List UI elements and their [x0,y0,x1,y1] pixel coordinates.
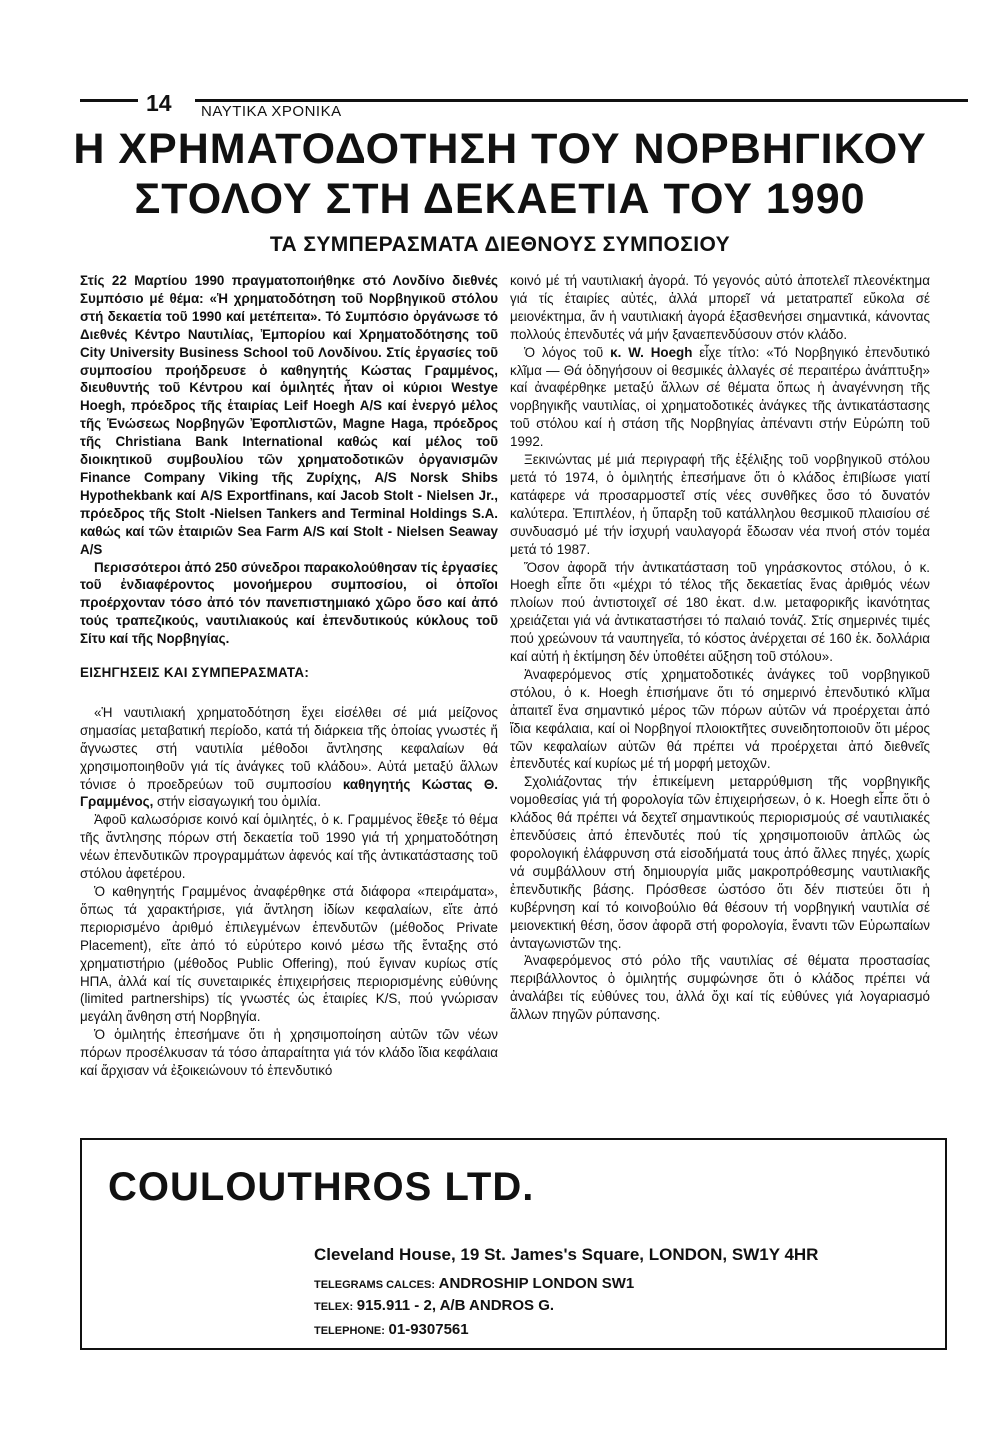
advert-company-name [108,1165,534,1210]
header-rule-right [195,99,968,102]
body-paragraph-1-tail: στήν εἰσαγωγική του ὁμιλία. [153,794,321,810]
advert-telephone-label: TELEPHONE: [314,1325,385,1337]
section-heading: ΕΙΣΗΓΗΣΕΙΣ ΚΑΙ ΣΥΜΠΕΡΑΣΜΑΤΑ: [80,665,310,681]
body-paragraph-2: Ἀφοῦ καλωσόρισε κοινό καί ὁμιλητές, ὁ κ. Γραμμένος ἔθεξε τό θέμα τῆς ἄντλησης πόρων στή δεκαετία τοῦ 1990 γιά τή χρηματοδότηση νέων ἐπενδυτικῶν προγραμμάτων ἀφενός καί τῆς ἀντικατάστασης τοῦ στόλου ἀφετέρου. [80,812,498,882]
advert-telegrams [314,1275,634,1292]
body-paragraph-1 [80,704,498,811]
body-paragraph-1-bold: καθηγητής Κώστας Θ. Γραμμένος, [80,776,498,810]
body-paragraph-4: Ὁ ὁμιλητής ἐπεσήμανε ὅτι ἡ χρησιμοποίηση αὐτῶν τῶν νέων πόρων προσέλκυσαν τά τόσο ἀπαραίτητα γιά τόν κλάδο ἴδια κεφάλαια καί ἄρχισαν νά ἐξοικειώνουν τό ἐπενδυτικό [80,1027,498,1079]
advert-telegrams-value: ANDROSHIP LONDON SW1 [438,1275,635,1292]
page-number: 14 [146,90,172,116]
publication-name: ΝΑΥΤΙΚΑ ΧΡΟΝΙΚΑ [201,103,342,120]
advert-telex-label: TELEX: [314,1301,354,1313]
lead-paragraph-2: Περισσότεροι ἀπό 250 σύνεδροι παρακολούθησαν τίς ἐργασίες τοῦ ἐνδιαφέροντος μονοήμερου συμποσίου, οἱ ὁποῖοι προέρχονταν τόσο ἀπό τόν πανεπιστημιακό χῶρο ὅσο καί ἀπό τούς τραπεζικούς, ναυτιλιακούς καί ἐπενδυτικούς κύκλους τοῦ Σίτυ καί τῆς Νορβηγίας. [80,559,498,647]
advert-telegrams-label: TELEGRAMS CALCES: [314,1279,435,1291]
body-paragraph-10: Σχολιάζοντας τήν ἐπικείμενη μεταρρύθμιση τῆς νορβηγικῆς νομοθεσίας γιά τή φορολογία τῶν ἐπιχειρήσεων, ὁ κ. Hoegh εἶπε ὅτι ὁ κλάδος θά πρέπει νά δεχτεῖ σημαντικούς περιορισμούς σέ ναυτιλιακές ἐπενδύσεις ἀπό ἐπενδυτές πού τίς χρησιμοποιοῦν ἁπλῶς ὡς φορολογική ἐλάφρυνση στά εἰσοδήματά τους ἀπό ἄλλες πηγές, χωρίς νά συμβάλλουν στή δημιουργία μιᾶς μακροπρόθεσμης ναυτιλιακῆς ἐπενδυτικῆς βάσης. Πρόσθεσε ὡστόσο ὅτι δέν πιστεύει ὅτι ἡ κυβέρνηση καί τό κοινοβούλιο θά θέσουν τή νορβηγική ναυτιλία σέ μειονεκτική θέση, ὅσον ἀφορᾶ στή φορολογία, ἔναντι τῶν Εὐρωπαίων ἀνταγωνιστῶν της. [510,774,930,951]
body-paragraph-8: Ὅσον ἀφορᾶ τήν ἀντικατάσταση τοῦ γηράσκοντος στόλου, ὁ κ. Hoegh εἶπε ὅτι «μέχρι τό τέλος τῆς δεκαετίας ἕνας ἀριθμός νέων πλοίων πού ἀντιστοιχεῖ σέ 180 ἑκατ. d.w. μεταφορικῆς ἱκανότητας χρειάζεται γιά νά ἀντικαταστήσει τό παλαιό τονάζ. Στίς σημερινές τιμές πού χρεώνουν τά ναυπηγεῖα, τό κόστος ἀνέρχεται σέ 160 ἑκ. δολλάρια καί αὐτή ἡ ἐκτίμηση δέν ὑποθέτει αὔξηση τοῦ στόλου». [510,559,930,665]
header-rule-left [80,99,138,102]
article-subtitle: ΤΑ ΣΥΜΠΕΡΑΣΜΑΤΑ ΔΙΕΘΝΟΥΣ ΣΥΜΠΟΣΙΟΥ [269,233,731,256]
advert-telex [314,1297,554,1314]
advert-telephone [314,1321,469,1338]
lead-paragraph-1: Στίς 22 Μαρτίου 1990 πραγματοποιήθηκε στό Λονδίνο διεθνές Συμπόσιο μέ θέμα: «Ἡ χρηματοδότηση τοῦ Νορβηγικοῦ στόλου στή δεκαετία τοῦ 1990 καί μετέπειτα». Τό Συμπόσιο ὀργάνωσε τό Διεθνές Κέντρο Ναυτιλίας, Ἐμπορίου καί Χρηματοδότησης τοῦ City University Business School τοῦ Λονδίνου. Στίς ἐργασίες τοῦ συμποσίου προήδρευσε ὁ καθηγητής Κώστας Γραμμένος, διευθυντής τοῦ Κέντρου καί ὁμιλητές ἦταν οἱ κύριοι Westye Hoegh, πρόεδρος τῆς ἑταιρίας Leif Hoegh A/S καί ἐνεργό μέλος τῆς Ἑνώσεως Νορβηγῶν Ἐφοπλιστῶν, Magne Haga, πρόεδρος τῆς Christiana Bank International καθώς καί μέλος τοῦ διοικητικοῦ συμβουλίου τῶν χρηματοδοτικῶν ὀργανισμῶν Finance Company Viking τῆς Ζυρίχης, A/S Norsk Shibs Hypothekbank καί A/S Exportfinans, καί Jacob Stolt - Nielsen Jr., πρόεδρος τῆς Stolt -Nielsen Tankers and Terminal Holdings S.A. καθώς καί τῶν ἑταιριῶν Sea Farm A/S καί Stolt - Nielsen Seaway A/S [80,273,498,557]
article-title-line-1: Η ΧΡΗΜΑΤΟΔΟΤΗΣΗ ΤΟΥ ΝΟΡΒΗΓΙΚΟΥ [73,125,927,173]
body-paragraph-7: Ξεκινώντας μέ μιά περιγραφή τῆς ἐξέλιξης τοῦ νορβηγικοῦ στόλου μετά τό 1974, ὁ ὁμιλητής ἐπεσήμανε ὅτι ὁ κλάδος ἐπιβίωσε γιατί κατάφερε νά προσαρμοστεῖ στίς νέες συνθῆκες ὅσο τό δυνατόν καλύτερα. Ἐπιπλέον, ἡ ὕπαρξη τοῦ κατάλληλου θεσμικοῦ πλαισίου σέ συνδυασμό μέ τήν ἰσχυρή ναυλαγορά ἔδωσαν νέα πνοή στόν τομέα μετά τό 1987. [510,452,930,557]
body-paragraph-6-bold: κ. W. Hoegh [610,344,693,360]
advert-telex-value: 915.911 - 2, A/B ANDROS G. [356,1297,555,1314]
article-title [0,124,1000,224]
advert-company: COULOUTHROS [108,1165,433,1209]
right-column [510,272,930,1024]
body-paragraph-6 [510,344,930,451]
body-paragraph-9: Ἀναφερόμενος στίς χρηματοδοτικές ἀνάγκες τοῦ νορβηγικοῦ στόλου, ὁ κ. Hoegh ἐπισήμανε ὅτι τό σημερινό ἐπενδυτικό κλῖμα ἀπαιτεῖ ἕνα σημαντικό μέρος τῶν πόρων αὐτῶν νά προέρχεται ἀπό ἴδια κεφάλαια, καί οἱ Νορβηγοί πλοιοκτῆτες συνειδητοποιοῦν ὅτι μέρος τῶν κεφαλαίων αὐτῶν θά πρέπει νά προέρχεται ἀπό διεθνεῖς ἐπενδυτές καί κυρίως μέ τή μορφή μετοχῶν. [510,666,930,772]
advert-address: Cleveland House, 19 St. James's Square, LONDON, SW1Y 4HR [314,1245,819,1264]
body-paragraph-11: Ἀναφερόμενος στό ρόλο τῆς ναυτιλίας σέ θέματα προστασίας περιβάλλοντος ὁ ὁμιλητής συμφώνησε ὅτι ὁ κλάδος πρέπει νά ἀναλάβει τίς εὐθύνες του, ἀλλά ὄχι καί τίς εὐθύνες γιά λογαριασμό ἄλλων πηγῶν ρύπανσης. [510,953,930,1023]
body-paragraph-1-text: «Ἡ ναυτιλιακή χρηματοδότηση ἔχει εἰσέλθει σέ μιά μείζονος σημασίας μεταβατική περίοδο, κατά τή διάρκεια τῆς ὁποίας γνωστές ἤ ἄγνωστες στή ναυτιλία μέθοδοι ἄντλησης κεφαλαίων θά χρησιμοποιηθοῦν γιά τίς ἀνάγκες τοῦ κλάδου». Αὐτά μεταξύ ἄλλων τόνισε ὁ προεδρεύων τοῦ συμποσίου [80,704,498,792]
left-column [80,272,498,1080]
body-paragraph-6-text: εἶχε τίτλο: «Τό Νορβηγικό ἐπενδυτικό κλῖμα — Θά ὁδηγήσουν οἱ θεσμικές ἀλλαγές σέ περαιτέρω ἀνάπτυξη» καί ἀναφέρθηκε μεταξύ ἄλλων σέ θέματα ὅπως ἡ ἀναγέννηση τῆς νορβηγικῆς ναυτιλίας, οἱ χρηματοδοτικές ἀνάγκες τῆς ἀντικατάστασης τοῦ στόλου καί ἡ στάση τῆς Νορβηγίας ἀπέναντι στήν Εὐρώπη τοῦ 1992. [510,344,931,450]
body-paragraph-3: Ὁ καθηγητής Γραμμένος ἀναφέρθηκε στά διάφορα «πειράματα», ὅπως τά χαρακτήρισε, γιά ἄντληση ἰδίων κεφαλαίων, εἴτε ἀπό περιορισμένο ἀριθμό ἐπιλεγμένων ἐπενδυτῶν (μέθοδος Private Placement), εἴτε ἀπό τό εὐρύτερο κοινό μέσω τῆς ἔνταξης στό χρηματιστήριο (μέθοδος Public Offering), πού ἔγιναν κυρίως στίς ΗΠΑ, ἀλλά καί τίς συνεταιρικές ἐπιχειρήσεις περιορισμένης εὐθύνης (limited partnerships) τίς γνωστές ὡς ἑταιρίες K/S, πού γνώρισαν μεγάλη ἄνθηση στή Νορβηγία. [80,884,498,1025]
advert-company-suffix: LTD. [444,1165,535,1209]
advert-telephone-value: 01-9307561 [388,1321,469,1338]
article-title-line-2: ΣΤΟΛΟΥ ΣΤΗ ΔΕΚΑΕΤΙΑ ΤΟΥ 1990 [134,175,866,223]
body-paragraph-5: κοινό μέ τή ναυτιλιακή ἀγορά. Τό γεγονός αὐτό ἀποτελεῖ πλεονέκτημα γιά τίς ἑταιρίες αὐτές, ἀλλά μπορεῖ νά μετατραπεῖ εὔκολα σέ μειονέκτημα, ἄν ἡ ναυτιλιακή ἀγορά ἐξασθενήσει σημαντικά, κάνοντας πολλούς ἐπενδυτές νά μήν ξαναεπενδύσουν στόν κλάδο. [510,273,930,342]
body-paragraph-6-pre: Ὁ λόγος τοῦ [524,344,611,360]
advertisement-box [80,1138,947,1350]
